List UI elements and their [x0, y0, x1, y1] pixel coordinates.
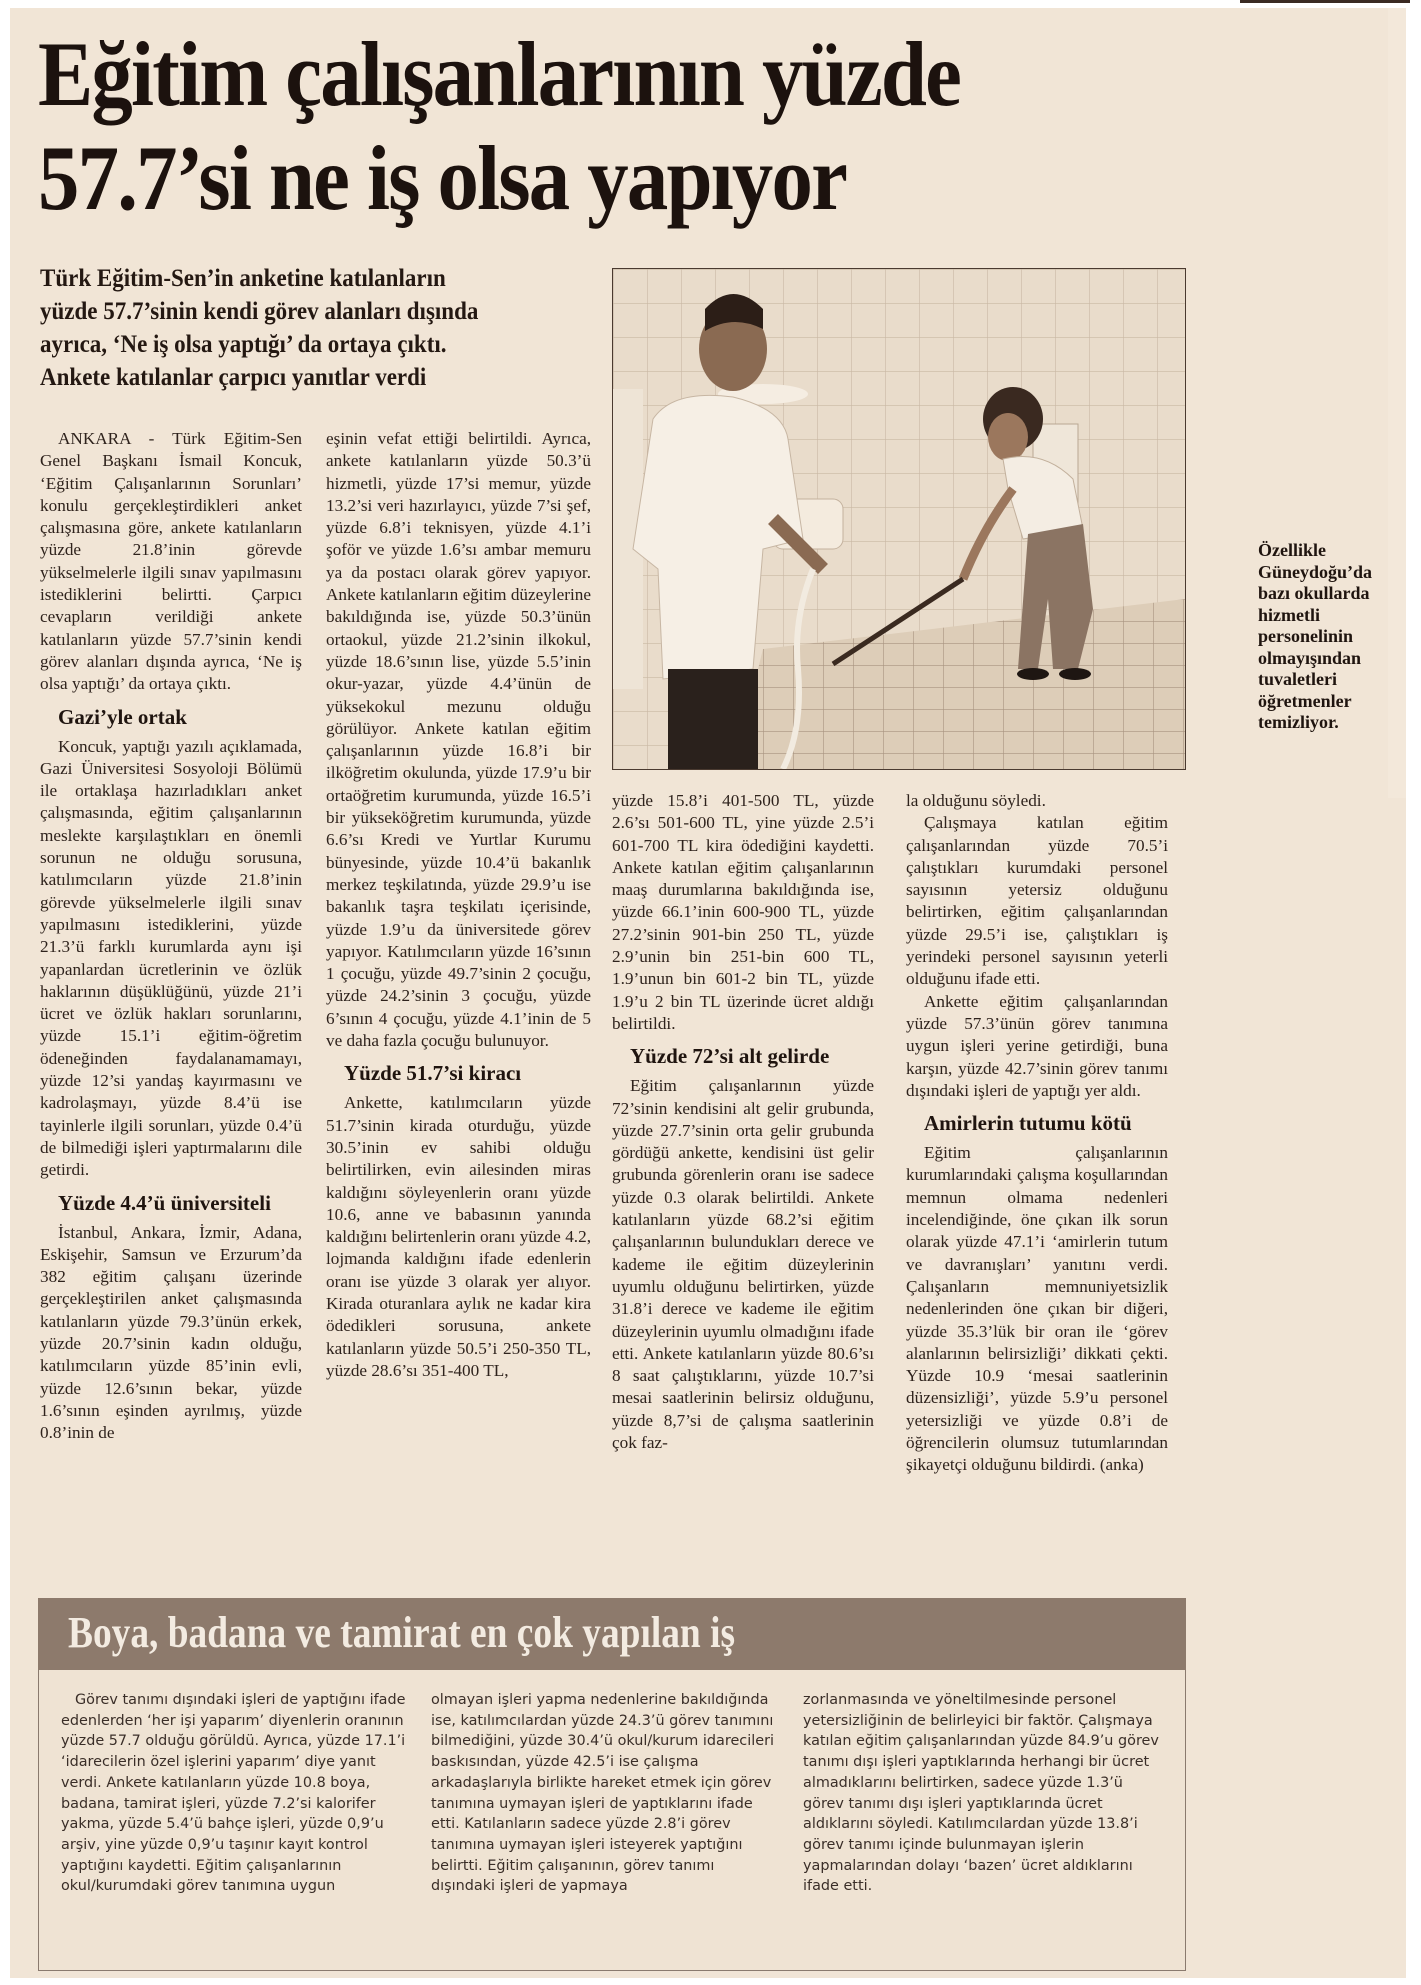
- article-column-2: [326, 428, 591, 1382]
- article-column-1: [40, 428, 302, 1444]
- paragraph: Koncuk, yaptığı yazılı açıklamada, Gazi Üniversitesi Sosyoloji Bölümü ile ortaklaşa hazırladıkları anket çalışmasında, eğitim çalışanlarının meslekte karşılaştıkları en önemli sorunun ne olduğu sorusuna, katılımcıların yüzde 21.8’inin görevde yükselmelerle ilgili sınav yapılmasını istediklerini, yüzde 21.3’ü farklı kurumlarda aynı işi yapanlardan ücretlerinin ve özlük haklarının düşüklüğünü, yüzde 21’i ücret ve özlük hakları sorunlarını, yüzde 15.1’i eğitim-öğretim ödeneğinden faydalanamamayı, yüzde 12’si yandaş kayırmasını ve kadrolaşmayı, yüzde 8.4’ü ise tayinlerle ilgili sorunları, yüzde 0.4’ü de bilmediği işleri yaptırmalarını dile getirdi.: [40, 736, 302, 1180]
- headline-line-1: Eğitim çalışanlarının yüzde: [38, 23, 961, 125]
- headline: [38, 22, 1208, 230]
- subheading-universiteli: Yüzde 4.4’ü üniversiteli: [58, 1190, 271, 1215]
- subheading-alt-gelir: Yüzde 72’si alt gelirde: [630, 1044, 830, 1069]
- sidebar-box-column-1: [61, 1690, 406, 1897]
- article-column-3: [612, 790, 874, 1454]
- sidebar-box-title: Boya, badana ve tamirat en çok yapılan iş: [68, 1608, 736, 1657]
- deck-summary: [40, 262, 592, 394]
- paragraph: Ankette, katılımcıların yüzde 51.7’sinin kirada oturduğu, yüzde 30.5’inin ev sahibi olduğu belirtilirken, evin ailesinden miras kaldığını söyleyenlerin oranı yüzde 10.6, anne ve babasının yanında kaldığını belirtenlerin oranı yüzde 4.2, lojmanda kaldığını ifade edenlerin oranı ise yüzde 3 olarak yer alıyor. Kirada oturanlara aylık ne kadar kira ödedikleri sorusuna, ankete katılanların yüzde 50.5’i 250-350 TL, yüzde 28.6’sı 351-400 TL,: [326, 1093, 591, 1380]
- headline-line-2: 57.7’si ne iş olsa yapıyor: [38, 127, 847, 229]
- top-rule: [1240, 0, 1410, 3]
- paragraph: yüzde 15.8’i 401-500 TL, yüzde 2.6’sı 501-600 TL, yine yüzde 2.5’i 601-700 TL kira ödediğini kaydetti. Ankete katılan eğitim çalışanlarının maaş durumlarına bakıldığında ise, yüzde 66.1’inin 600-900 TL, yüzde 27.2’sinin 901-bin 250 TL, yüzde 2.9’unin bin 251-bin 600 TL, 1.9’unun bin 601-2 bin TL, yüzde 1.9’u 2 bin TL üzerinde ücret aldığı belirtildi.: [612, 791, 874, 1033]
- sidebar-box-column-3: [803, 1690, 1163, 1897]
- deck-line: yüzde 57.7’sinin kendi görev alanları dışında: [40, 298, 479, 325]
- paragraph: Çalışmaya katılan eğitim çalışanlarından yüzde 70.5’i çalıştıkları kurumdaki personel sayısının yetersiz olduğunu belirtirken, eğitim çalışanlarından yüzde 29.5’i ise, çalıştıkları iş yerindeki personel sayısının yeterli olduğunu ifade etti.: [906, 813, 1168, 989]
- article-column-4: [906, 790, 1168, 1477]
- paragraph: Ankette eğitim çalışanlarından yüzde 57.3’ünün görev tanımına uygun işleri yerine getirdiği, buna karşın, yüzde 42.7’sinin görev tanımı dışındaki işleri de yaptığı yer aldı.: [906, 991, 1168, 1100]
- subheading-kiraci: Yüzde 51.7’si kiracı: [344, 1061, 522, 1086]
- sidebar-box-header: [38, 1598, 1186, 1670]
- paragraph: İstanbul, Ankara, İzmir, Adana, Eskişehir, Samsun ve Erzurum’da 382 eğitim çalışanı üzerinde gerçekleştirilen anket çalışmasında katılanların yüzde 79.3’ünün erkek, yüzde 20.7’sinin kadın olduğu, katılımcıların yüzde 85’inin evli, yüzde 12.6’sının bekar, yüzde 1.6’sının eşinden ayrılmış, yüzde 0.8’inin de: [40, 1222, 302, 1443]
- deck-line: ayrıca, ‘Ne iş olsa yaptığı’ da ortaya çıktı.: [40, 331, 447, 358]
- sidebar-box: [38, 1670, 1186, 1971]
- photo-caption: Özellikle Güneydoğu’da bazı okullarda hizmetli personelinin olmayışından tuvaletleri öğretmenler temizliyor.: [1258, 540, 1373, 732]
- photo-illustration: [613, 269, 1185, 769]
- paragraph: Görev tanımı dışındaki işleri de yaptığını ifade edenlerden ‘her işi yaparım’ diyenlerin oranının yüzde 57.7 olduğu görüldü. Ayrıca, yüzde 17.1’i ‘idarecilerin özel işlerini yaparım’ diye yanıt verdi. Ankete katılanların yüzde 10.8 boya, badana, tamirat işleri, yüzde 7.2’si kalorifer yakma, yüzde 5.4’ü bahçe işleri, yüzde 0,9’u arşiv, yine yüzde 0,9’u taşınır kayıt kontrol yaptığını kaydetti. Eğitim çalışanlarının okul/kurumdaki görev tanımına uygun: [61, 1692, 406, 1895]
- sidebar-box-column-2: [431, 1690, 776, 1897]
- paragraph: Eğitim çalışanlarının yüzde 72’sinin kendisini alt gelir grubunda, yüzde 27.7’sinin orta gelir grubunda gördüğü ankette, kendisini üst gelir grubunda görenlerin oranı ise sadece yüzde 0.3 olarak belirtildi. Ankete katılanların yüzde 68.2’si eğitim çalışanlarının bulundukları derece ve kademe ile eğitim düzeylerinin uyumlu olduğunu belirtirken, yüzde 31.8’i derece ve kademe ile eğitim düzeylerinin uyumlu olmadığını ifade etti. Ankete katılanların yüzde 80.6’sı 8 saat çalıştıklarını, yüzde 10.7’si mesai saatlerinin belirsiz olduğunu, yüzde 8,7’si de çalışma saatlerinin çok faz-: [612, 1076, 874, 1453]
- paragraph: eşinin vefat ettiği belirtildi. Ayrıca, ankete katılanların yüzde 50.3’ü hizmetli, yüzde 17’si memur, yüzde 13.2’si veri hazırlayıcı, yüzde 7’si şef, yüzde 6.8’i teknisyen, yüzde 4.1’i şoför ve yüzde 1.6’sı ambar memuru ya da postacı olarak görev yapıyor. Ankete katılanların eğitim düzeylerine bakıldığında ise, yüzde 50.3’ünün ortaokul, yüzde 21.2’sinin ilkokul, yüzde 18.6’sının lise, yüzde 5.5’inin okur-yazar, yüzde 4.4’ünün de yüksekokul mezunu olduğu görülüyor. Ankete katılan eğitim çalışanlarının yüzde 16.8’i bir ilköğretim okulunda, yüzde 17.9’u bir ortaöğretim kurumunda, yüzde 16.5’i bir yükseköğretim kurumunda, yüzde 6.6’sı Kredi ve Yurtlar Kurumu bünyesinde, yüzde 10.4’ü bakanlık merkez teşkilatında, yüzde 29.9’u ise bakanlık taşra teşkilatı içerisinde, yüzde 1.9’u da üniversitede görev yapıyor. Katılımcıların yüzde 16’sının 1 çocuğu, yüzde 49.7’sinin 2 çocuğu, yüzde 24.2’sinin 3 çocuğu, yüzde 6’sının 4 çocuğu, yüzde 4.1’inin de 5 ve daha fazla çocuğu bulunuyor.: [326, 429, 591, 1051]
- paragraph: la olduğunu söyledi.: [906, 791, 1046, 810]
- subheading-amirler: Amirlerin tutumu kötü: [924, 1111, 1132, 1136]
- deck-line: Türk Eğitim-Sen’in anketine katılanların: [40, 265, 446, 292]
- subheading-gazi: Gazi’yle ortak: [58, 704, 187, 729]
- paragraph: olmayan işleri yapma nedenlerine bakıldığında ise, katılımcılardan yüzde 24.3’ü görev tanımını bilmediğini, yüzde 30.4’ü okul/kurum idarecileri baskısından, yüzde 42.5’i ise çalışma arkadaşlarıyla birlikte hareket etmek için görev tanımına uymayan işleri de yaptıklarını ifade etti. Katılanların sadece yüzde 2.8’i görev tanımına uymayan işleri isteyerek yaptığını belirtti. Eğitim çalışanının, görev tanımı dışındaki işleri de yapmaya: [431, 1692, 774, 1895]
- photo-teachers-cleaning-toilet: [612, 268, 1186, 770]
- paragraph: Eğitim çalışanlarının kurumlarındaki çalışma koşullarından memnun olmama nedenleri incelendiğinde, öne çıkan ilk sorun olarak yüzde 47.1’i ‘amirlerin tutum ve davranışları’ yanıtını verdi. Çalışanların memnuniyetsizlik nedenlerinden öne çıkan bir diğeri, yüzde 35.3’lük bir oran ile ‘görev alanlarının belirsizliği’ dikkati çekti. Yüzde 10.9 ‘mesai saatlerinin düzensizliği’, yüzde 5.9’u personel yetersizliği ve yüzde 0.8’i de öğrencilerin olumsuz tutumlarından şikayetçi olduğunu bildirdi. (anka): [906, 1143, 1168, 1475]
- deck-line: Ankete katılanlar çarpıcı yanıtlar verdi: [40, 364, 427, 391]
- paragraph: zorlanmasında ve yöneltilmesinde personel yetersizliğinin de belirleyici bir faktör. Çalışmaya katılan eğitim çalışanlarından yüzde 84.9’u görev tanımı dışı işleri yaptıklarında herhangi bir ücret almadıklarını belirtirken, sadece yüzde 1.3’ü görev tanımı dışı işleri yaptıklarında ücret aldıklarını söyledi. Katılımcılardan yüzde 13.8’i görev tanımı içinde bulunmayan işlerin yapmalarından dolayı ‘bazen’ ücret aldıklarını ifade etti.: [803, 1692, 1159, 1895]
- paragraph: ANKARA - Türk Eğitim-Sen Genel Başkanı İsmail Koncuk, ‘Eğitim Çalışanlarının Sorunları’ konulu gerçekleştirdikleri anket çalışmasına göre, ankete katılanların yüzde 21.8’inin görevde yükselmelerle ilgili sınav yapılmasını istediklerini belirtti. Çarpıcı cevapların verildiği ankete katılanların yüzde 57.7’sinin kendi görev alanları dışında ayrıca, ‘Ne iş olsa yaptığı’ da ortaya çıktı.: [40, 429, 302, 694]
